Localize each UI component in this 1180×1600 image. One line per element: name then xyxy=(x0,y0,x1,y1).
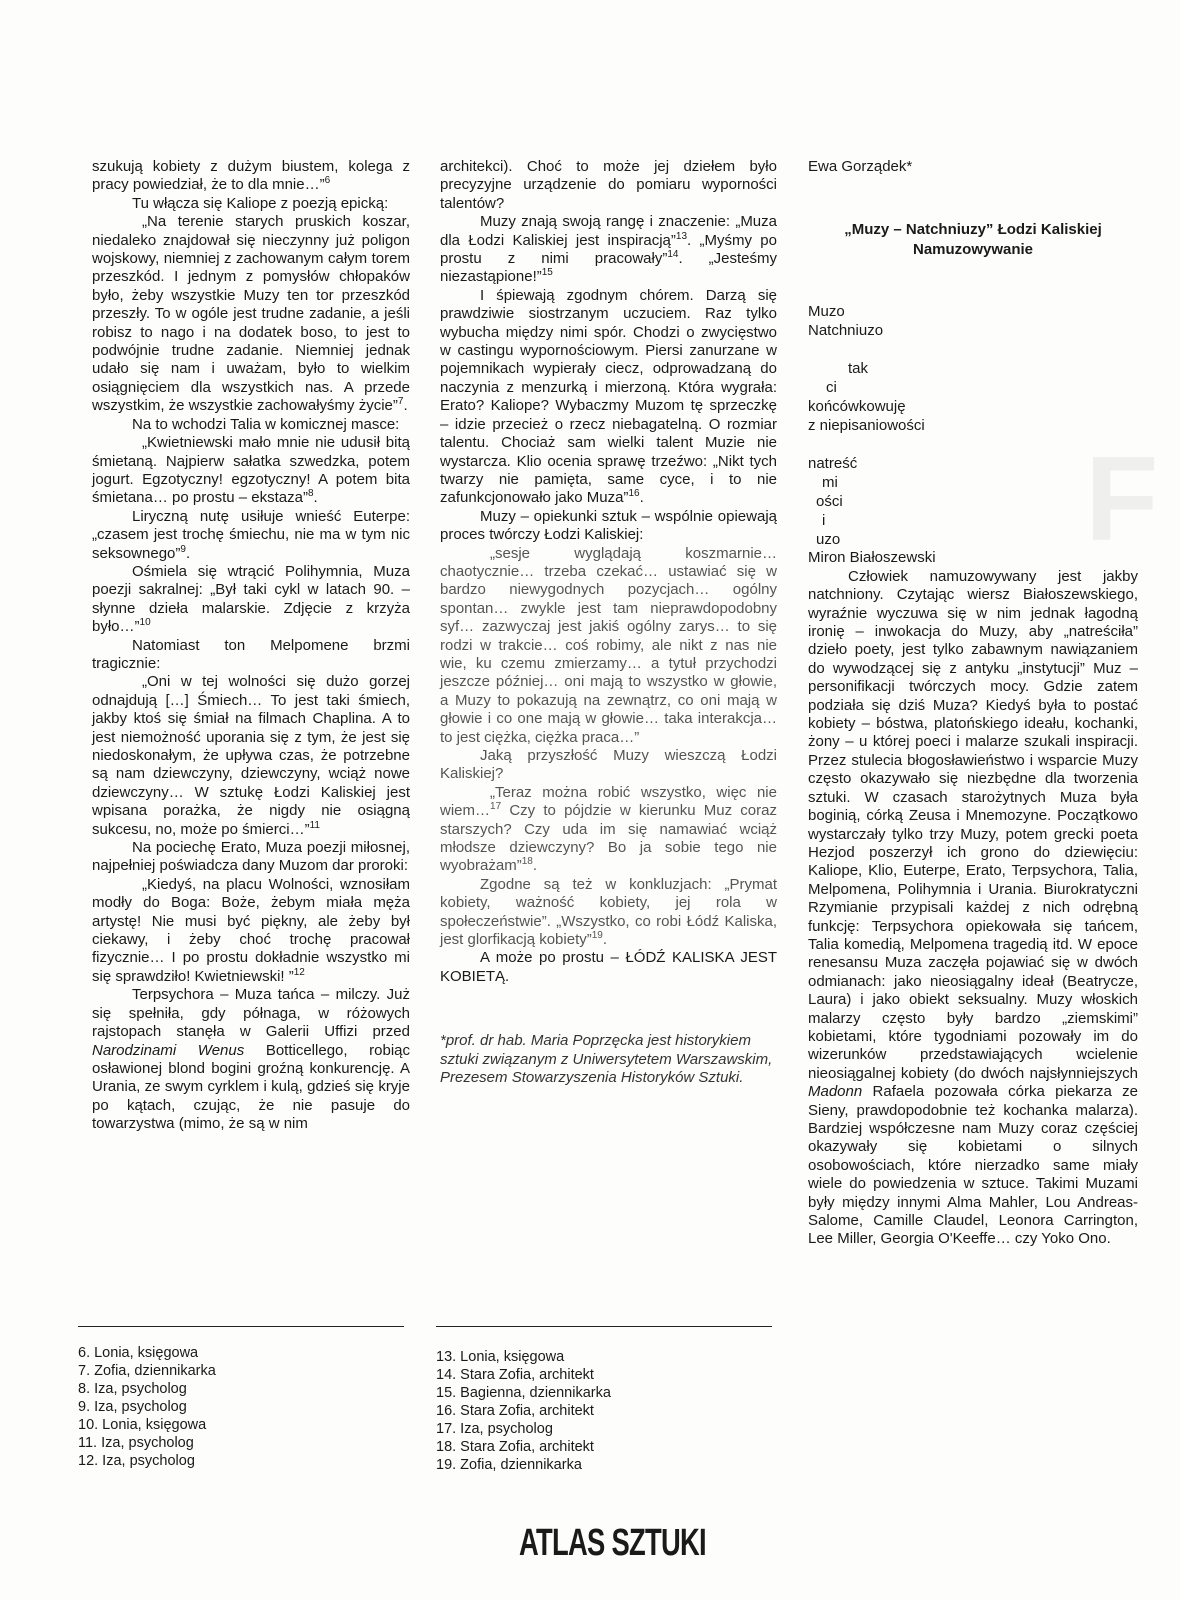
poem-line: ci xyxy=(826,379,837,397)
footnote: 9. Iza, psycholog xyxy=(78,1399,187,1415)
poem-line: Natchniuzo xyxy=(808,322,884,340)
poem-line: natreść xyxy=(808,455,858,473)
footnote: 12. Iza, psycholog xyxy=(78,1453,195,1469)
paragraph: I śpiewają zgodnym chórem. Darzą się prawdziwie siostrzanym uczuciem. Raz tylko wybucha między nimi spór. Chodzi o zwycięstwo w castingu wypornościowym. Piersi zanurzane w pojemnikach wypierały ciecz, odprowadzaną do naczynia z menzurką i mierzoną. Która wygrała: Erato? Kaliope? Wybaczmy Muzom tę sprzeczkę – idzie przecież o rzecz niebagatelną. O rozmiar talentu. Chociaż sam wielki talent Muzie nie wystarcza. Klio ocenia sprawę trzeźwo: „Nikt tych twarzy nie pamięta, same cyce, i to nie zafunkcjonowało jako Muza”$^{16}$. xyxy=(440,286,777,507)
quote-paragraph: „Oni w tej wolności się dużo gorzej odnajdują […] Śmiech… To jest taki śmiech, jakby ktoś się śmiał na filmach Chaplina. A to jest niemożność uporania się z tym, że jest się niedoskonałym, że upływa czas, że potrzebne są nam dziewczyny, dziewczyny, wciąż nowe dziewczyny… W sztukę Łodzi Kaliskiej jest wpisana porażka, że nigdy nie osiągną sukcesu, no, może po śmierci…”$^{11}$ xyxy=(92,673,410,838)
poem-line xyxy=(808,435,1138,454)
paragraph: szukują kobiety z dużym biustem, kolega z pracy powiedział, że to dla mnie…”$^6$ xyxy=(92,158,410,194)
paragraph: Muzy znają swoją rangę i znaczenie: „Muza dla Łodzi Kaliskiej jest inspiracją”$^{13}$. „Myśmy po prostu z nimi pracowały”$^{14}$. „Jesteśmy niezastąpione!”$^{15}$ xyxy=(440,213,777,286)
footnotes-right xyxy=(436,1348,611,1474)
paragraph: Zgodne są też w konkluzjach: „Prymat kobiety, ważność kobiety, jej rola w społeczeństwie”. „Wszystko, co robi Łódź Kaliska, jest glorfikacją kobiety”$^{19}$. xyxy=(440,875,777,949)
footnotes-left xyxy=(78,1344,216,1470)
footnote: 10. Lonia, księgowa xyxy=(78,1417,207,1433)
quote-paragraph: „sesje wyglądają koszmarnie… chaotycznie… trzeba czekać… ustawiać się w bardzo niewygodnych pozycjach… ogólny spontan… zwykle jest tam nieprawdopodobny syf… zazwyczaj jest jakiś ogólny zarys… to się rodzi w trakcie… coś robimy, ale nikt z nas nie wie, ku czemu zmierzamy… a tytuł przychodzi jeszcze później… oni mają to wszystko w głowie, a Muzy to pokazują na zewnątrz, co oni mają w głowie i co one mają w głowie… taka interakcja… to jest ciężka, ciężka praca…” xyxy=(440,544,777,746)
paragraph: Muzy – opiekunki sztuk – wspólnie opiewają proces twórczy Łodzi Kaliskiej: xyxy=(440,507,777,544)
quote-paragraph: „Na terenie starych pruskich koszar, niedaleko znajdował się nieczynny już poligon wojskowy, niemniej z zachowanym całym torem przeszkód. I jednym z pomysłów chłopaków było, żeby wszystkie Muzy ten tor przeszkód przeszły. To w ogóle jest trudne zadanie, a jeśli robisz to nago i na dodatek boso, to jest to podwójnie trudne zadanie. Niemniej jednak udało się nam i uważam, było to wielkim osiągnięciem dla wszystkich nas. A przede wszystkim, że wszystkie zachowałyśmy życie”$^7$. xyxy=(92,213,410,415)
quote-paragraph: „Teraz można robić wszystko, więc nie wiem…$^{17}$ Czy to pójdzie w kierunku Muz coraz starszych? Czy uda im się namawiać wciąż młodsze dziewczyny? Bo ja sobie tego nie wyobrażam”$^{18}$. xyxy=(440,783,777,875)
magazine-logo: ATLAS SZTUKI xyxy=(519,1522,706,1564)
poem-line: z niepisaniowości xyxy=(808,417,925,435)
footnote-rule-right xyxy=(436,1326,772,1327)
footnote: 19. Zofia, dziennikarka xyxy=(436,1457,582,1473)
author-note: *prof. dr hab. Maria Poprzęcka jest historykiem sztuki związanym z Uniwersytetem Warszawskim, Prezesem Stowarzyszenia Historyków Sztuki. xyxy=(440,1032,773,1087)
poem-line: końcówkowuję xyxy=(808,398,906,416)
quote-paragraph: „Kiedyś, na placu Wolności, wznosiłam modły do Boga: Boże, żebym miała męża artystę! Nie musi być piękny, ale żeby był ciekawy, i żeby choć trochę pracował fizycznie… I po prostu dokładnie wszystko mi się sprawdziło! Kwietniewski! ”$^{12}$ xyxy=(92,875,410,985)
poem-line: Muzo xyxy=(808,303,845,321)
poem-line: i xyxy=(822,512,826,530)
paragraph: Jaką przyszłość Muzy wieszczą Łodzi Kaliskiej? xyxy=(440,747,777,783)
paragraph: Na to wchodzi Talia w komicznej masce: xyxy=(132,415,400,433)
quote-paragraph: „Kwietniewski mało mnie nie udusił bitą śmietaną. Najpierw sałatka szwedzka, potem jogurt. Egzotyczny! egzotyczny! A potem bita śmietana… po prostu – ekstaza”$^8$. xyxy=(92,434,410,507)
column-middle xyxy=(440,158,777,1088)
footnote: 8. Iza, psycholog xyxy=(78,1381,187,1397)
paragraph: Terpsychora – Muza tańca – milczy. Już się spełniła, gdy półnaga, w różowych rajstopach stanęła w Galerii Uffizi przed Narodzinami Wenus Botticellego, robiąc osławionej blond bogini groźną konkurencję. A Urania, ze swym cyrklem i kulą, gdzieś się kryje po kątach, czując, że nie pasuje do towarzystwa (mimo, że są w nim xyxy=(92,986,410,1133)
article-title: „Muzy – Natchniuzy” Łodzi Kaliskiej Namuzowywanie xyxy=(844,221,1102,259)
poem-line: ości xyxy=(816,493,843,511)
column-right xyxy=(808,158,1138,1249)
footnote: 6. Lonia, księgowa xyxy=(78,1345,199,1361)
artwork-title: Narodzinami Wenus xyxy=(92,1041,245,1059)
paragraph: Ośmiela się wtrącić Polihymnia, Muza poezji sakralnej: „Był taki cykl w latach 90. – słynne dzieła malarskie. Zdjęcie z krzyża było…”$^{10}$ xyxy=(92,562,410,636)
paragraph: Na pociechę Erato, Muza poezji miłosnej, najpełniej poświadcza dany Muzom dar proroki: xyxy=(92,839,410,875)
poem-line xyxy=(808,340,1138,359)
footnote: 11. Iza, psycholog xyxy=(78,1435,194,1451)
paragraph: Natomiast ton Melpomene brzmi tragicznie: xyxy=(92,636,410,672)
background-ghost-letter: F xyxy=(1085,432,1159,566)
footnote: 18. Stara Zofia, architekt xyxy=(436,1439,594,1455)
footnote: 7. Zofia, dziennikarka xyxy=(78,1363,216,1379)
footnote: 14. Stara Zofia, architekt xyxy=(436,1367,594,1383)
footnote: 16. Stara Zofia, architekt xyxy=(436,1403,594,1419)
column-left xyxy=(92,158,410,1134)
poem xyxy=(808,302,1138,549)
article-author: Ewa Gorządek* xyxy=(808,158,913,175)
footnote: 17. Iza, psycholog xyxy=(436,1421,553,1437)
footnote-rule-left xyxy=(78,1326,404,1327)
poem-line: mi xyxy=(822,474,838,492)
footnote: 15. Bagienna, dziennikarka xyxy=(436,1385,611,1401)
paragraph: Liryczną nutę usiłuje wnieść Euterpe: „czasem jest trochę śmiechu, nie ma w tym nic seksownego”$^9$. xyxy=(92,507,410,562)
paragraph: architekci). Choć to może jej dziełem było precyzyjne urządzenie do pomiaru wyporności talentów? xyxy=(440,158,777,212)
footnote: 13. Lonia, księgowa xyxy=(436,1349,565,1365)
paragraph: Tu włącza się Kaliope z poezją epicką: xyxy=(132,194,389,212)
poem-line: uzo xyxy=(816,531,841,549)
essay-paragraph: Człowiek namuzowywany jest jakby natchniony. Czytając wiersz Białoszewskiego, wyraźnie wyczuwa się w nim jednak łagodną ironię – inwokacja do Muzy, aby „natreściła” dzieło poety, jest tylko zabawnym nawiązaniem do wywodzącej się z antyku „instytucji” Muz – personifikacji twórczych mocy. Gdzie zatem podziała się dziś Muza? Kiedyś była to postać kobiety – bóstwa, platońskiego ideału, kochanki, żony – u której poeci i malarze szukali inspiracji. Przez stulecia błogosławieństwo i wsparcie Muzy często okazywało się niezbędne dla tworzenia sztuki. W czasach starożytnych Muza była boginią, córką Zeusa i Mnemozyne. Początkowo wystarczały tylko trzy Muzy, potem grecki poeta Hezjod poszerzył ich grono do dziewięciu: Kaliope, Klio, Euterpe, Erato, Terpsychora, Talia, Melpomena, Polihymnia i Urania. Biurokratyczni Rzymianie przypisali każdej z nich odrębną funkcję: Terpsychora opiekowała się tańcem, Talia komedią, Melpomena tragedią itd. W epoce renesansu Muza zaczęła pojawiać się w dwóch odmianach: jako nieosiągalny ideał (Beatrycze, Laura) i jako obiekt seksualny. Muzy włoskich malarzy często były bardzo „ziemskimi” kobietami, które tygodniami pozowały im do wizerunków przedstawiających wcielenie nieosiągalnej kobiety (do dwóch najsłynniejszych Madonn Rafaela pozowała córka piekarza ze Sieny, prawdopodobnie też kochanka malarza). Bardziej współczesne nam Muzy coraz częściej okazywały się kobietami o silnych osobowościach, które nierzadko same miały wiele do powiedzenia w sztuce. Takimi Muzami były między innymi Alma Mahler, Lou Andreas-Salome, Camille Claudel, Leonora Carrington, Lee Miller, Georgia O'Keeffe… czy Yoko Ono. xyxy=(808,567,1138,1248)
closing-paragraph: A może po prostu – ŁÓDŹ KALISKA JEST KOBIETĄ. xyxy=(440,949,777,985)
poem-line: tak xyxy=(848,360,869,378)
poem-author: Miron Białoszewski xyxy=(808,549,936,567)
